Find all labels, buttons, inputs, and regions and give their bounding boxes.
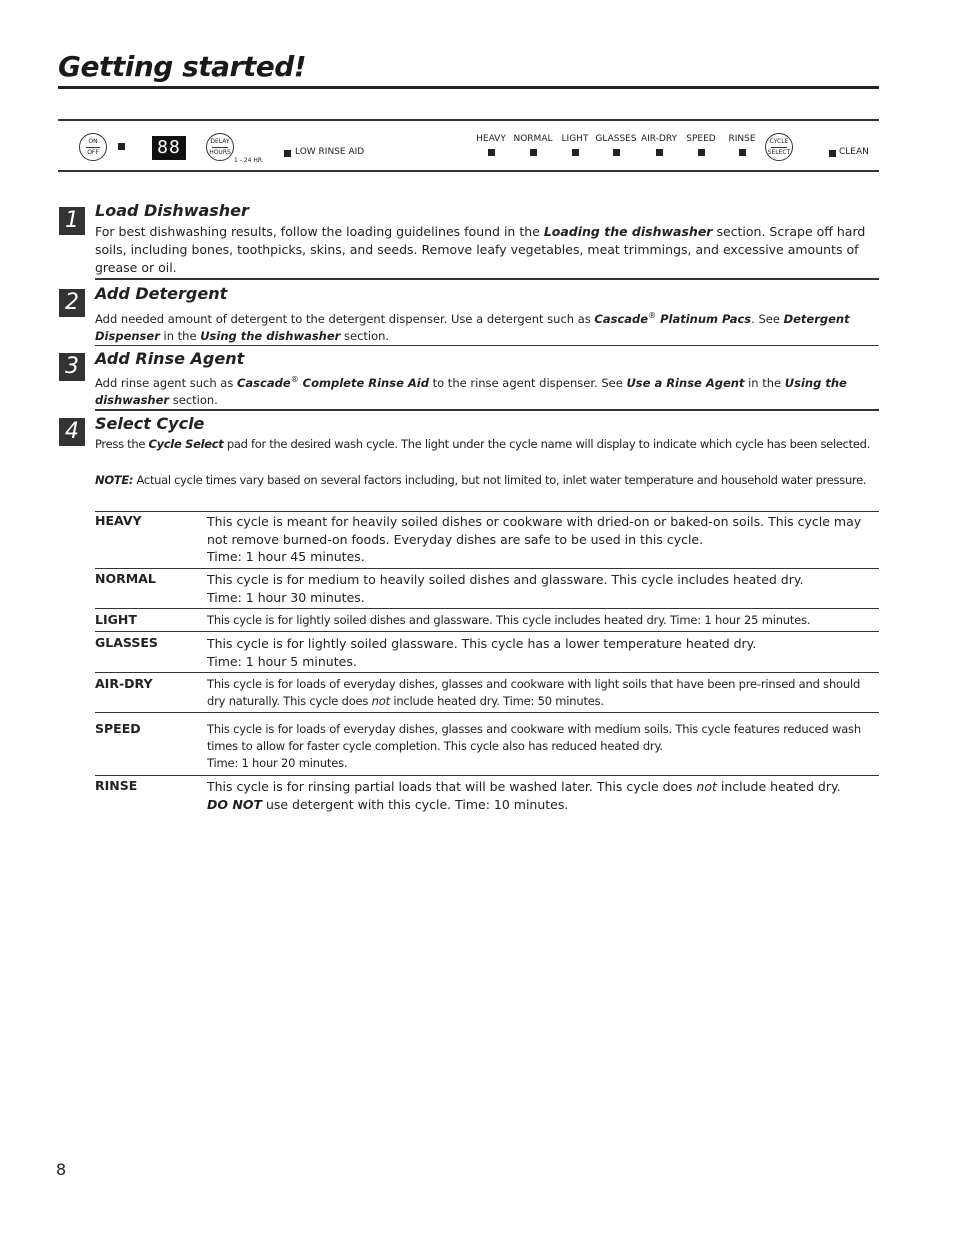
- step3-em-c: Use a Rinse Agent: [626, 375, 745, 390]
- page-number: 8: [56, 1160, 67, 1179]
- rinse-em: not: [696, 779, 717, 794]
- glasses-line2: Time: 1 hour 5 minutes.: [207, 653, 357, 669]
- step-number-4: 4: [59, 418, 85, 446]
- cycle-name-light: LIGHT: [95, 612, 137, 627]
- step2-em-d: Using the dishwasher: [200, 329, 341, 344]
- panel-cycle-indicator-glasses: [613, 149, 620, 156]
- normal-line2: Time: 1 hour 30 minutes.: [207, 589, 365, 605]
- step1-em-a: Loading the dishwasher: [543, 224, 713, 239]
- cycle-name-air-dry: AIR-DRY: [95, 676, 153, 691]
- step3-text-a: Add rinse agent such as: [95, 375, 237, 390]
- step3-em-b: Complete Rinse Aid: [298, 375, 429, 390]
- speed-line1: This cycle is for loads of everyday dishes, glasses and cookware with medium soils. This cycle features reduced wash times to allow for faster cycle completion. This cycle also has reduced heated dry.: [207, 722, 861, 753]
- rinse-line2: use detergent with this cycle. Time: 10 minutes.: [261, 796, 569, 812]
- cycle-name-speed: SPEED: [95, 721, 141, 736]
- step2-text-d: section.: [340, 329, 390, 344]
- title-rule: [58, 86, 879, 89]
- low-rinse-aid-label: LOW RINSE AID: [295, 147, 365, 157]
- cycle-desc-rinse: [207, 778, 877, 813]
- off-label: OFF: [87, 148, 99, 156]
- cycle-divider-air-dry: [95, 712, 879, 713]
- panel-cycle-label-heavy: HEAVY: [476, 134, 506, 144]
- rinse-do-not: DO NOT: [207, 796, 262, 812]
- panel-cycle-indicator-heavy: [488, 149, 495, 156]
- panel-cycle-label-air-dry: AIR-DRY: [640, 134, 678, 144]
- panel-cycle-label-light: LIGHT: [561, 134, 589, 144]
- step3-text-b: to the rinse agent dispenser. See: [428, 375, 627, 390]
- step-body-select-cycle: [95, 436, 877, 454]
- step-divider-2: [95, 345, 879, 346]
- air-dry-text-b: include heated dry. Time: 50 minutes.: [389, 694, 604, 708]
- step3-em-a: Cascade: [236, 375, 291, 390]
- glasses-line1: This cycle is for lightly soiled glassware. This cycle has a lower temperature heated dry.: [207, 636, 757, 651]
- page-title: Getting started!: [58, 50, 307, 83]
- cycle-desc-heavy: [207, 513, 877, 566]
- cycle-name-rinse: RINSE: [95, 778, 138, 793]
- cycle-divider: [771, 147, 787, 148]
- step-divider-1: [95, 278, 879, 280]
- cycle-desc-speed: [207, 721, 877, 772]
- cycle-divider-normal: [95, 608, 879, 609]
- step-number-3: 3: [59, 353, 85, 381]
- cycle-label: CYCLE: [769, 137, 789, 145]
- note-label: NOTE:: [95, 473, 134, 487]
- cycle-desc-air-dry: [207, 676, 877, 710]
- step-body-add-detergent: [95, 307, 877, 346]
- step-body-add-rinse-agent: [95, 371, 877, 410]
- step3-text-d: section.: [169, 393, 218, 408]
- low-rinse-aid-indicator: [284, 150, 291, 157]
- panel-cycle-indicator-air-dry: [656, 149, 663, 156]
- step-number-2: 2: [59, 289, 85, 317]
- cycle-desc-glasses: [207, 635, 877, 670]
- on-indicator-light: [118, 143, 125, 150]
- rinse-text-b: include heated dry.: [716, 779, 841, 794]
- step-number-1: 1: [59, 207, 85, 235]
- step1-text-b: section. Scrape off hard soils, including bones, toothpicks, skins, and seeds. Remove leafy vegetables, meat trimmings, and excessive amounts of grease or oil.: [95, 224, 866, 275]
- cycle-divider-speed: [95, 775, 879, 776]
- delay-divider: [212, 147, 228, 148]
- heavy-line1: This cycle is meant for heavily soiled dishes or cookware with dried-on or baked-on soils. This cycle may not remove burned-on foods. Everyday dishes are safe to be used in this cycle.: [207, 514, 862, 547]
- on-off-button: [79, 133, 107, 161]
- on-off-divider: [86, 147, 100, 148]
- cycle-desc-normal: [207, 571, 877, 606]
- step-title-add-detergent: Add Detergent: [95, 284, 228, 303]
- select-label: SELECT: [767, 148, 791, 156]
- panel-cycle-label-glasses: GLASSES: [595, 134, 637, 144]
- control-panel-diagram: [58, 119, 879, 172]
- step-title-load-dishwasher: Load Dishwasher: [95, 201, 249, 220]
- step2-em-c: Detergent Dispenser: [95, 311, 850, 344]
- on-label: ON: [88, 137, 98, 145]
- delay-hours-button: [206, 133, 234, 161]
- clean-indicator: [829, 150, 836, 157]
- cycle-name-normal: NORMAL: [95, 571, 156, 586]
- step3-em-d: Using the dishwasher: [95, 375, 847, 408]
- step2-text-a: Add needed amount of detergent to the detergent dispenser. Use a detergent such as: [95, 311, 595, 326]
- step2-text-b: . See: [751, 311, 784, 326]
- speed-line2: Time: 1 hour 20 minutes.: [207, 756, 348, 770]
- panel-cycle-indicator-speed: [698, 149, 705, 156]
- cycle-desc-light: This cycle is for lightly soiled dishes and glassware. This cycle includes heated dry. Time: 1 hour 25 minutes.: [207, 613, 811, 627]
- step4-em-a: Cycle Select: [148, 437, 224, 451]
- cycle-name-glasses: GLASSES: [95, 635, 158, 650]
- cycle-name-heavy: HEAVY: [95, 513, 142, 528]
- step2-registered-mark: ®: [648, 311, 657, 320]
- panel-cycle-label-speed: SPEED: [686, 134, 716, 144]
- cycle-divider-light: [95, 631, 879, 632]
- note-text: Actual cycle times vary based on several factors including, but not limited to, inlet water temperature and household water pressure.: [133, 473, 867, 487]
- cycle-divider-heavy: [95, 568, 879, 569]
- step3-text-c: in the: [744, 375, 785, 390]
- delay-range-label: 1 - 24 HR.: [234, 157, 264, 164]
- hours-label: HOURS: [209, 148, 231, 156]
- step2-text-c: in the: [159, 329, 201, 344]
- step-title-add-rinse-agent: Add Rinse Agent: [95, 349, 245, 368]
- step4-text-a: Press the: [95, 437, 149, 451]
- panel-cycle-label-normal: NORMAL: [513, 134, 553, 144]
- panel-cycle-label-rinse: RINSE: [728, 134, 756, 144]
- step2-em-b: Platinum Pacs: [656, 311, 752, 326]
- panel-cycle-indicator-light: [572, 149, 579, 156]
- clean-label: CLEAN: [839, 147, 869, 157]
- panel-cycle-indicator-normal: [530, 149, 537, 156]
- cycle-divider-glasses: [95, 672, 879, 673]
- digital-display: 88: [152, 136, 186, 160]
- panel-cycle-indicator-rinse: [739, 149, 746, 156]
- cycle-select-button: [765, 133, 793, 161]
- step3-registered-mark: ®: [290, 375, 299, 384]
- step-title-select-cycle: Select Cycle: [95, 414, 205, 433]
- step4-text-b: pad for the desired wash cycle. The light under the cycle name will display to indicate which cycle has been selected.: [223, 437, 870, 451]
- step-body-load-dishwasher: [95, 223, 877, 277]
- cycle-table-top-rule: [95, 511, 879, 512]
- step-note-select-cycle: [95, 472, 877, 490]
- step-divider-3: [95, 409, 879, 411]
- rinse-text-a: This cycle is for rinsing partial loads that will be washed later. This cycle does: [207, 779, 697, 794]
- normal-line1: This cycle is for medium to heavily soiled dishes and glassware. This cycle includes heated dry.: [207, 572, 804, 587]
- air-dry-text-a: This cycle is for loads of everyday dishes, glasses and cookware with light soils that have been pre-rinsed and should dry naturally. This cycle does: [207, 677, 861, 708]
- air-dry-em: not: [371, 694, 390, 708]
- heavy-line2: Time: 1 hour 45 minutes.: [207, 549, 365, 564]
- step1-text-a: For best dishwashing results, follow the loading guidelines found in the: [95, 224, 544, 239]
- step2-em-a: Cascade: [594, 311, 649, 326]
- delay-label: DELAY: [210, 137, 230, 145]
